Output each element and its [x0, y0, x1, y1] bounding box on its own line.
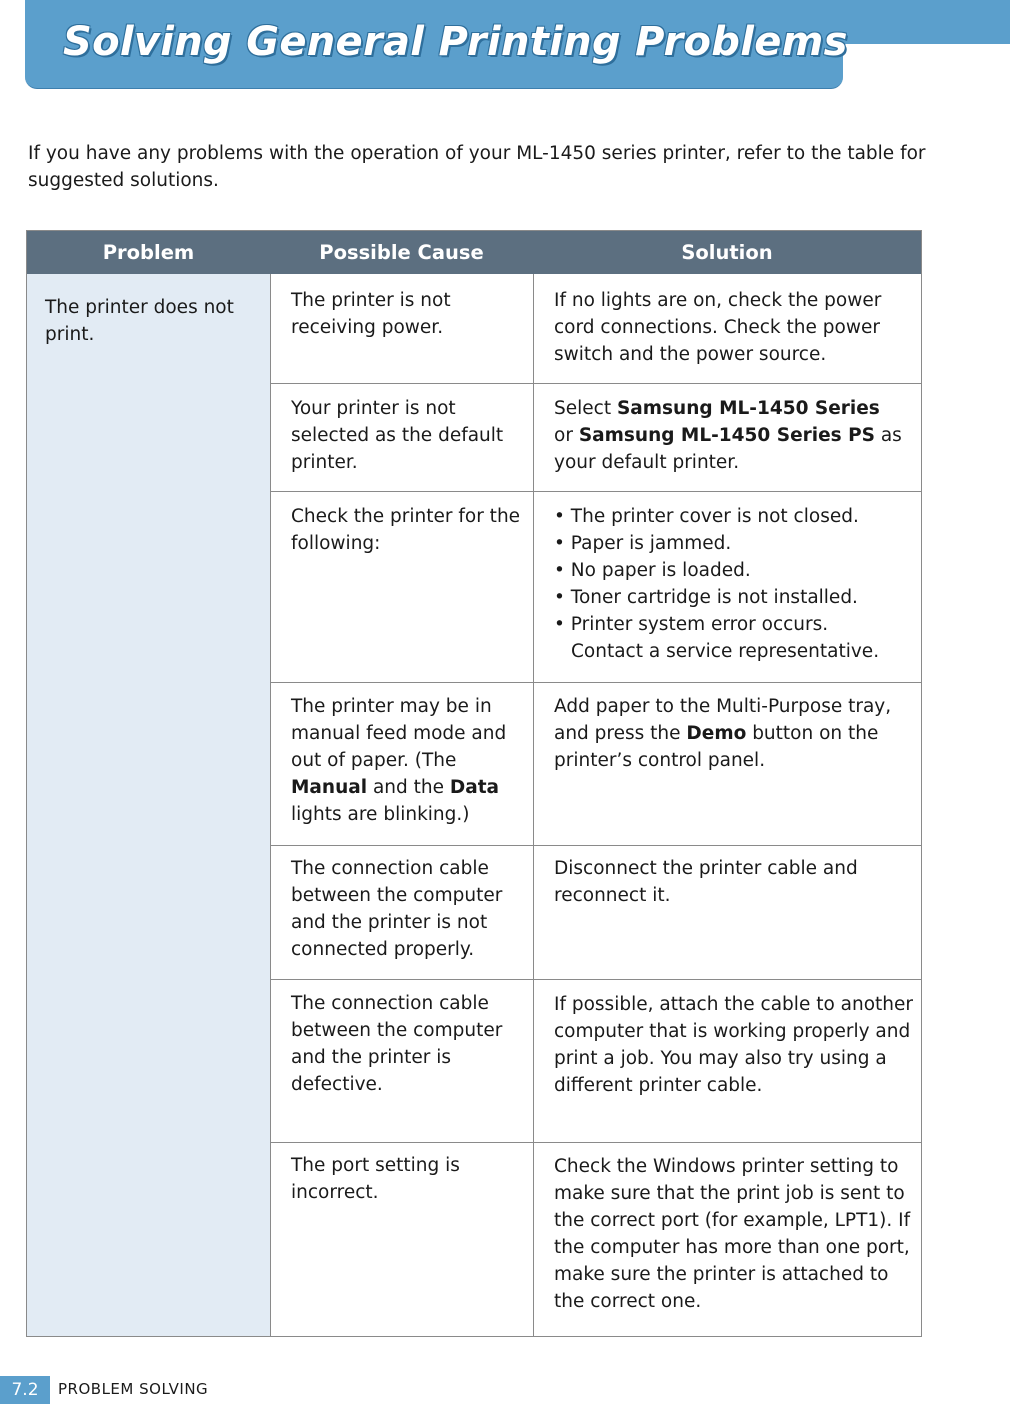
row-3-cause: Check the printer for the following:	[291, 506, 521, 554]
row-6-solution: If possible, attach the cable to another computer that is working properly and print a job. You may also try using a different printer cable.	[554, 994, 914, 1096]
troubleshooting-table	[26, 230, 922, 1337]
header-possible-cause: Possible Cause	[319, 241, 484, 264]
row-divider	[270, 383, 921, 384]
list-item: • The printer cover is not closed.	[554, 506, 859, 527]
row-5-cause: The connection cable between the computer and the printer is not connected properly.	[291, 858, 503, 960]
row-5-solution: Disconnect the printer cable and reconnect it.	[554, 858, 858, 906]
section-name: PROBLEM SOLVING	[58, 1380, 209, 1398]
problem-text: The printer does not print.	[45, 297, 234, 345]
list-item: • Paper is jammed.	[554, 533, 732, 554]
row-7-solution: Check the Windows printer setting to make sure that the print job is sent to the correct port (for example, LPT1). If the computer has more than one port, make sure the printer is attached to the correct one.	[554, 1156, 911, 1312]
column-divider	[533, 274, 534, 1336]
row-2-solution	[554, 395, 914, 476]
intro-paragraph: If you have any problems with the operation of your ML-1450 series printer, refer to the table for suggested solutions.	[28, 143, 926, 191]
title-banner	[25, 0, 848, 89]
row-3-solution-list	[554, 503, 914, 665]
header-accent-bar	[842, 0, 1010, 44]
row-2-solution-line-3: your default printer.	[554, 452, 740, 473]
row-2-cause: Your printer is not selected as the default printer.	[291, 398, 504, 473]
table-header	[27, 231, 921, 274]
row-divider	[270, 845, 921, 846]
row-6-cause: The connection cable between the computer and the printer is defective.	[291, 993, 503, 1095]
list-item-continuation: Contact a service representative.	[571, 641, 880, 662]
list-item: • No paper is loaded.	[554, 560, 751, 581]
row-1-solution: If no lights are on, check the power cord connections. Check the power switch and the power source.	[554, 290, 882, 365]
row-4-solution: Add paper to the Multi-Purpose tray, and press the Demo button on the printer’s control panel.	[554, 696, 892, 771]
row-7-cause: The port setting is incorrect.	[291, 1155, 460, 1203]
row-2-solution-line-2: or Samsung ML-1450 Series PS as	[554, 425, 902, 446]
header-solution: Solution	[681, 241, 773, 264]
page-number: 7.2	[0, 1376, 50, 1404]
list-item: • Printer system error occurs.	[554, 614, 829, 635]
header-problem: Problem	[102, 241, 195, 264]
row-divider	[270, 682, 921, 683]
row-divider	[270, 979, 921, 980]
row-divider	[270, 1142, 921, 1143]
row-1-cause: The printer is not receiving power.	[291, 290, 451, 338]
row-4-cause: The printer may be in manual feed mode and out of paper. (The Manual and the Data lights are blinking.)	[291, 696, 507, 825]
list-item: • Toner cartridge is not installed.	[554, 587, 858, 608]
row-divider	[270, 491, 921, 492]
page-title: Solving General Printing Problems	[63, 19, 848, 65]
row-2-solution-line-1: Select Samsung ML-1450 Series	[554, 398, 880, 419]
problem-column	[27, 274, 271, 1336]
